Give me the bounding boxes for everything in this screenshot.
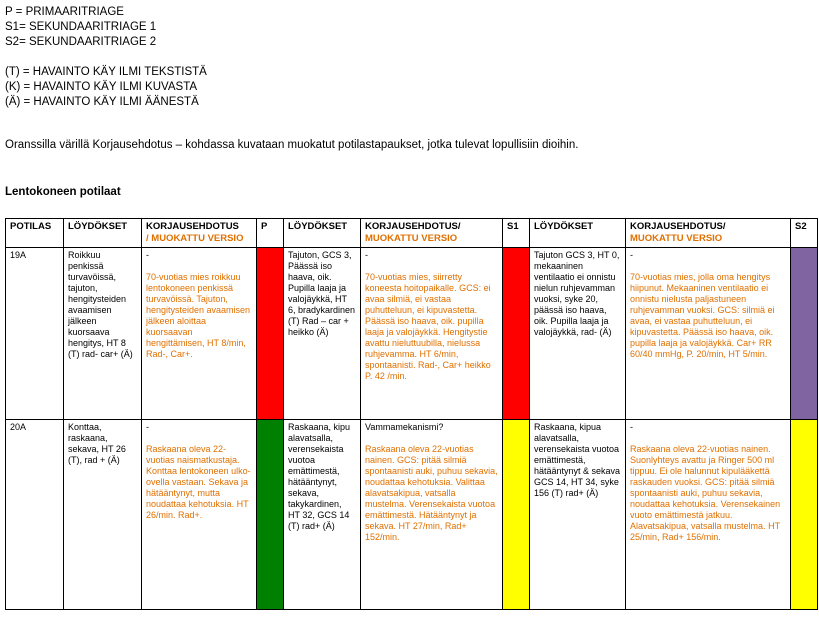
section-title: Lentokoneen potilaat — [5, 186, 121, 198]
header-s2: S2 — [791, 219, 818, 248]
triage-table — [5, 218, 818, 610]
table-row — [6, 248, 818, 420]
legend-line: S2= SEKUNDAARITRIAGE 2 — [5, 36, 157, 48]
legend-line: (T) = HAVAINTO KÄY ILMI TEKSTISTÄ — [5, 66, 207, 78]
cell-loydokset: Tajuton, GCS 3, Päässä iso haava, oik. Pupilla laaja ja valojäykkä, HT 6, bradykardinen (T) Rad – car + heikko (Ä) — [284, 248, 361, 420]
cell-korjaus: - Raskaana oleva 22-vuotias naismatkustaja. Konttaa lentokoneen ulko-ovella vastaan. Sekava ja hätääntynyt, mutta noudattaa kehotuksia. HT 26/min. Rad+. — [142, 420, 257, 610]
header-row — [6, 219, 818, 248]
legend-line: P = PRIMAARITRIAGE — [5, 6, 124, 18]
cell-korjaus: Vammamekanismi? Raskaana oleva 22-vuotias nainen. GCS: pitää silmiä spontaanisti auki, puhuu sekavia, noudattaa kehotuksia. Valittaa alavatsakipua, vatsalla mustelma. Verensekaista vuotoa emättimestä. Hätääntynyt ja sekava. HT 27/min, Rad+ 152/min. — [361, 420, 503, 610]
triage-color-s2 — [791, 420, 818, 610]
header-p: P — [257, 219, 284, 248]
cell-potilas: 20A — [6, 420, 64, 610]
triage-color-s1 — [503, 420, 530, 610]
cell-loydokset: Raskaana, kipua alavatsalla, verensekaista vuotoa emättimestä, hätääntynyt & sekava GCS 14, HT 34, syke 156 (T) rad+ (Ä) — [530, 420, 626, 610]
triage-color-s2 — [791, 248, 818, 420]
header-s1: S1 — [503, 219, 530, 248]
header-korjaus: KORJAUSEHDOTUS / MUOKATTU VERSIO — [142, 219, 257, 248]
cell-korjaus: - 70-vuotias mies, siirretty koneesta hoitopaikalle. GCS: ei avaa silmiä, ei vastaa puhutteluun, ei kipuvastetta. Päässä iso haava, oik. pupilla laaja ja valojäykkä. Hengitystie avattu nieluttuubilla, nielussa ruhjevamma. HT 6/min, spontaanisti. Rad-, Car+ heikko P. 42 /min. — [361, 248, 503, 420]
cell-loydokset: Raskaana, kipu alavatsalla, verensekaista vuotoa emättimestä, hätääntynyt, sekava, takykardinen, HT 32, GCS 14 (T) rad+ (Ä) — [284, 420, 361, 610]
cell-korjaus: - Raskaana oleva 22-vuotias nainen. Suonlyhteys avattu ja Ringer 500 ml tippuu. Ei ole halunnut kipulääkettä raskauden vuoksi. GCS: pitää silmiä spontaanisti auki, puhuu sekavia, noudattaa kehotuksia. Verensekainen vuoto emättimestä jatkuu. Alavatsakipua, vatsalla mustelma. HT 25/min, Rad+ 156/min. — [626, 420, 791, 610]
legend-line: (K) = HAVAINTO KÄY ILMI KUVASTA — [5, 81, 198, 93]
note-text: Oranssilla värillä Korjausehdotus – kohdassa kuvataan muokatut potilastapaukset, jotka tulevat lopullisiin dioihin. — [5, 139, 579, 151]
header-loydokset: LÖYDÖKSET — [284, 219, 361, 248]
legend-line: S1= SEKUNDAARITRIAGE 1 — [5, 21, 157, 33]
cell-loydokset: Tajuton GCS 3, HT 0, mekaaninen ventilaatio ei onnistu nielun ruhjevamman vuoksi, syke 20, päässä iso haava, oik. Pupilla laaja ja valojäykkä, rad- (Ä) — [530, 248, 626, 420]
triage-color-p — [257, 248, 284, 420]
cell-potilas: 19A — [6, 248, 64, 420]
header-loydokset: LÖYDÖKSET — [530, 219, 626, 248]
header-loydokset: LÖYDÖKSET — [64, 219, 142, 248]
table-row — [6, 420, 818, 610]
cell-loydokset: Konttaa, raskaana, sekava, HT 26 (T), rad + (Ä) — [64, 420, 142, 610]
triage-color-s1 — [503, 248, 530, 420]
cell-loydokset: Roikkuu penkissä turvavöissä, tajuton, hengitysteiden avaamisen jälkeen kuorsaava hengitys, HT 8 (T) rad- car+ (Ä) — [64, 248, 142, 420]
triage-color-p — [257, 420, 284, 610]
header-korjaus: KORJAUSEHDOTUS/ MUOKATTU VERSIO — [361, 219, 503, 248]
header-korjaus: KORJAUSEHDOTUS/ MUOKATTU VERSIO — [626, 219, 791, 248]
header-potilas: POTILAS — [6, 219, 64, 248]
cell-korjaus: - 70-vuotias mies roikkuu lentokoneen penkissä turvavöissä. Tajuton, hengitysteiden avaamisen jälkeen aloittaa kuorsaavan hengittämisen, HT 8/min, Rad-, Car+. — [142, 248, 257, 420]
legend-line: (Ä) = HAVAINTO KÄY ILMI ÄÄNESTÄ — [5, 96, 199, 108]
cell-korjaus: - 70-vuotias mies, jolla oma hengitys hiipunut. Mekaaninen ventilaatio ei onnistu nielusta paljastuneen ruhjevamman vuoksi. GCS: silmiä ei avaa, ei vastaa puhutteluun, ei kipuvastetta. Päässä iso haava, oik. pupilla laaja ja valojäykkä. Car+ RR 60/40 mmHg, P. 20/min, HT 5/min. — [626, 248, 791, 420]
legend — [5, 5, 207, 110]
